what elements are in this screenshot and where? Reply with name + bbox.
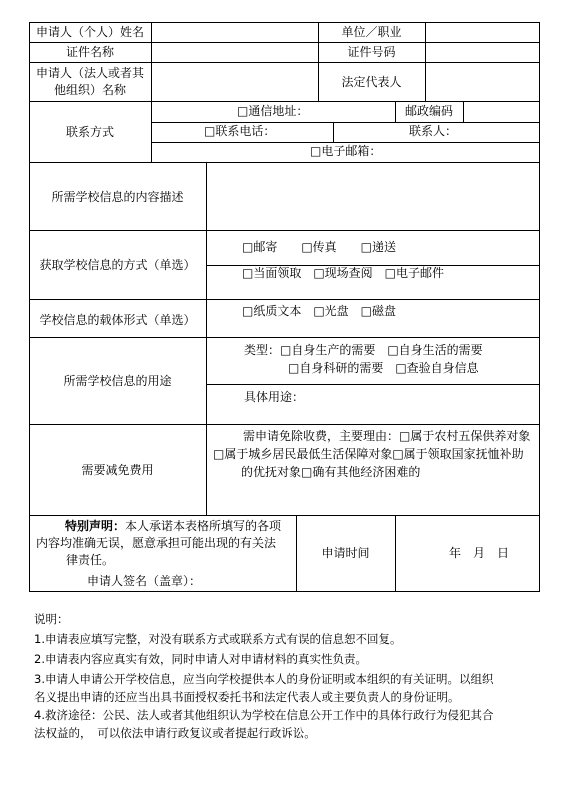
applicant-org-label-line2: 他组织）名称 xyxy=(53,83,126,97)
id-type-label: 证件名称 xyxy=(65,45,114,59)
purpose-label: 所需学校信息的用途 xyxy=(63,374,172,388)
notes-title: 说明： xyxy=(34,612,69,626)
postcode-label: 邮政编码 xyxy=(404,104,453,118)
phone-option[interactable]: □联系电话： xyxy=(204,124,276,138)
id-number-field[interactable] xyxy=(426,43,539,62)
legal-rep-field[interactable] xyxy=(426,63,539,101)
purpose-type-row2[interactable]: □自身科研的需要 □查验自身信息 xyxy=(288,361,479,375)
purpose-type-row1[interactable]: 类型：□自身生产的需要 □自身生活的需要 xyxy=(244,343,483,357)
apply-date-field[interactable]: 年 月 日 xyxy=(449,546,510,560)
method-label: 获取学校信息的方式（单选） xyxy=(39,258,196,272)
declaration-text-1: 本人承诺本表格所填写的各项 xyxy=(125,519,282,533)
unit-job-field[interactable] xyxy=(426,23,539,42)
purpose-specific-label: 具体用途： xyxy=(244,390,305,404)
fee-label: 需要减免费用 xyxy=(81,463,154,477)
note-1: 1.申请表应填写完整，对没有联系方式或联系方式有误的信息恕不回复。 xyxy=(34,632,402,646)
contact-person-label: 联系人： xyxy=(409,124,458,138)
purpose-specific-field[interactable] xyxy=(305,388,535,420)
note-4-line2: 法权益的， 可以依法申请行政复议或者提起行政诉讼。 xyxy=(34,726,316,740)
declaration-text-3: 律责任。 xyxy=(66,553,115,567)
id-type-field[interactable] xyxy=(152,43,318,62)
signature-label: 申请人签名（盖章）： xyxy=(87,574,202,588)
legal-rep-label: 法定代表人 xyxy=(341,75,402,89)
method-options-row1[interactable]: □邮寄 □传真 □递送 xyxy=(242,240,397,254)
address-option[interactable]: □通信地址： xyxy=(237,104,309,118)
note-4-line1: 4.救济途径：公民、法人或者其他组织认为学校在信息公开工作中的具体行政行为侵犯其合 xyxy=(34,708,494,722)
note-3-line1: 3.申请人申请公开学校信息，应当向学校提供本人的身份证明或本组织的有关证明。以组织 xyxy=(34,672,494,686)
fee-reason-line1[interactable]: 需申请免除收费，主要理由：□属于农村五保供养对象 xyxy=(243,429,531,443)
email-option[interactable]: □电子邮箱： xyxy=(310,144,382,158)
declaration-text-2: 内容均准确无误，愿意承担可能出现的有关法 xyxy=(36,536,277,550)
note-3-line2: 名义提出申请的还应当出具书面授权委托书和法定代表人或主要负责人的身份证明。 xyxy=(34,690,460,704)
fee-reason-line3[interactable]: 的优抚对象□确有其他经济困难的 xyxy=(241,465,421,479)
contact-label: 联系方式 xyxy=(65,125,114,139)
info-desc-field[interactable] xyxy=(207,163,539,230)
applicant-person-label: 申请人（个人）姓名 xyxy=(35,25,144,39)
applicant-org-label-line1: 申请人（法人或者其 xyxy=(35,66,144,80)
fee-reason-line2[interactable]: □属于城乡居民最低生活保障对象□属于领取国家抚恤补助 xyxy=(213,447,524,461)
applicant-name-field[interactable] xyxy=(152,23,318,42)
note-2: 2.申请表内容应真实有效，同时申请人对申请材料的真实性负责。 xyxy=(34,652,367,666)
unit-job-label: 单位／职业 xyxy=(341,25,402,39)
postcode-field[interactable] xyxy=(464,102,539,122)
id-number-label: 证件号码 xyxy=(347,45,396,59)
info-desc-label: 所需学校信息的内容描述 xyxy=(51,190,184,204)
method-options-row2[interactable]: □当面领取 □现场查阅 □电子邮件 xyxy=(242,266,445,280)
declaration-block xyxy=(36,518,294,569)
declaration-title: 特别声明： xyxy=(65,519,126,533)
org-name-field[interactable] xyxy=(152,63,318,101)
carrier-label: 学校信息的载体形式（单选） xyxy=(39,313,196,327)
carrier-options[interactable]: □纸质文本 □光盘 □磁盘 xyxy=(242,304,397,318)
apply-time-label: 申请时间 xyxy=(321,546,370,560)
